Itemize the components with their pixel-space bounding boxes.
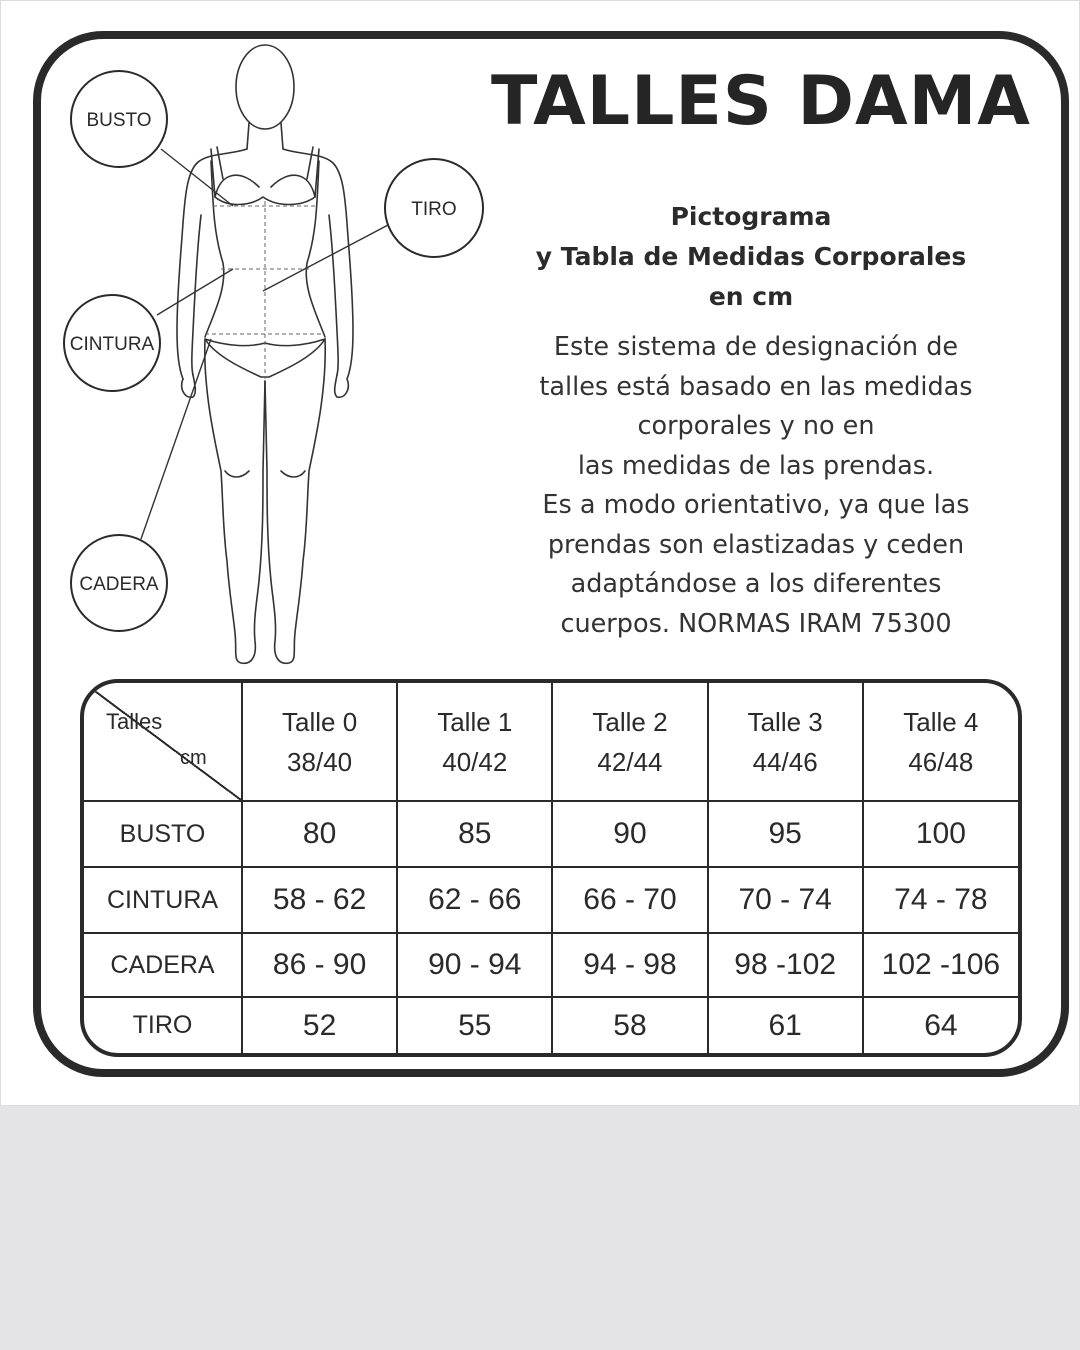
table-cell: 64 (863, 997, 1018, 1053)
size-name: Talle 0 (282, 706, 358, 737)
size-name: Talle 3 (747, 706, 823, 737)
row-label-busto: BUSTO (84, 801, 242, 867)
table-cell: 86 - 90 (242, 933, 397, 997)
row-label-cadera: CADERA (84, 933, 242, 997)
size-column-header (242, 683, 397, 801)
table-cell: 90 (552, 801, 707, 867)
corner-cm-label: cm (180, 747, 207, 769)
size-column-header (552, 683, 707, 801)
subtitle (521, 197, 981, 317)
table-header-row (84, 683, 1018, 801)
size-range: 46/48 (908, 746, 974, 777)
table-cell: 61 (708, 997, 863, 1053)
table-cell: 58 - 62 (242, 867, 397, 933)
table-cell: 66 - 70 (552, 867, 707, 933)
description (506, 328, 1006, 644)
size-name: Talle 2 (592, 706, 668, 737)
table-cell: 80 (242, 801, 397, 867)
table-cell: 90 - 94 (397, 933, 552, 997)
description-line: prendas son elastizadas y ceden (547, 529, 965, 560)
table-cell: 55 (397, 997, 552, 1053)
table-row (84, 933, 1018, 997)
size-column-header (397, 683, 552, 801)
row-label-tiro: TIRO (84, 997, 242, 1053)
table-cell: 102 -106 (863, 933, 1018, 997)
corner-talles-label: Talles (106, 709, 163, 734)
size-column-header (708, 683, 863, 801)
tiro-callout-label: TIRO (411, 199, 457, 220)
description-line: Es a modo orientativo, ya que las (542, 490, 970, 520)
body-pictogram (51, 41, 511, 671)
page-title: TALLES DAMA (491, 62, 1031, 141)
subtitle-line: y Tabla de Medidas Corporales (535, 242, 967, 271)
table-cell: 100 (863, 801, 1018, 867)
subtitle-line: Pictograma (670, 202, 832, 231)
size-range: 38/40 (287, 746, 353, 777)
description-line: Este sistema de designación de (553, 332, 959, 362)
size-column-header (863, 683, 1018, 801)
table-corner-cell (84, 683, 242, 801)
size-table-grid (84, 683, 1018, 1053)
table-cell: 62 - 66 (397, 867, 552, 933)
size-name: Talle 4 (903, 706, 979, 737)
table-cell: 95 (708, 801, 863, 867)
description-line: adaptándose a los diferentes (570, 569, 942, 599)
table-cell: 74 - 78 (863, 867, 1018, 933)
table-cell: 98 -102 (708, 933, 863, 997)
cintura-callout-label: CINTURA (69, 334, 155, 355)
table-cell: 70 - 74 (708, 867, 863, 933)
description-line: las medidas de las prendas. (577, 450, 935, 481)
description-line: corporales y no en (637, 411, 875, 441)
size-range: 42/44 (597, 746, 663, 777)
table-row (84, 801, 1018, 867)
table-cell: 52 (242, 997, 397, 1053)
row-label-cintura: CINTURA (84, 867, 242, 933)
table-row (84, 997, 1018, 1053)
description-line: cuerpos. NORMAS IRAM 75300 (560, 608, 952, 639)
size-range: 44/46 (752, 746, 818, 777)
busto-callout-label: BUSTO (86, 110, 152, 131)
table-row (84, 867, 1018, 933)
table-cell: 94 - 98 (552, 933, 707, 997)
size-table (80, 679, 1022, 1057)
subtitle-line: en cm (708, 282, 794, 311)
size-name: Talle 1 (437, 706, 513, 737)
description-line: talles está basado en las medidas (539, 371, 973, 402)
table-cell: 58 (552, 997, 707, 1053)
table-cell: 85 (397, 801, 552, 867)
cadera-callout-label: CADERA (79, 574, 159, 595)
size-range: 40/42 (442, 746, 508, 777)
